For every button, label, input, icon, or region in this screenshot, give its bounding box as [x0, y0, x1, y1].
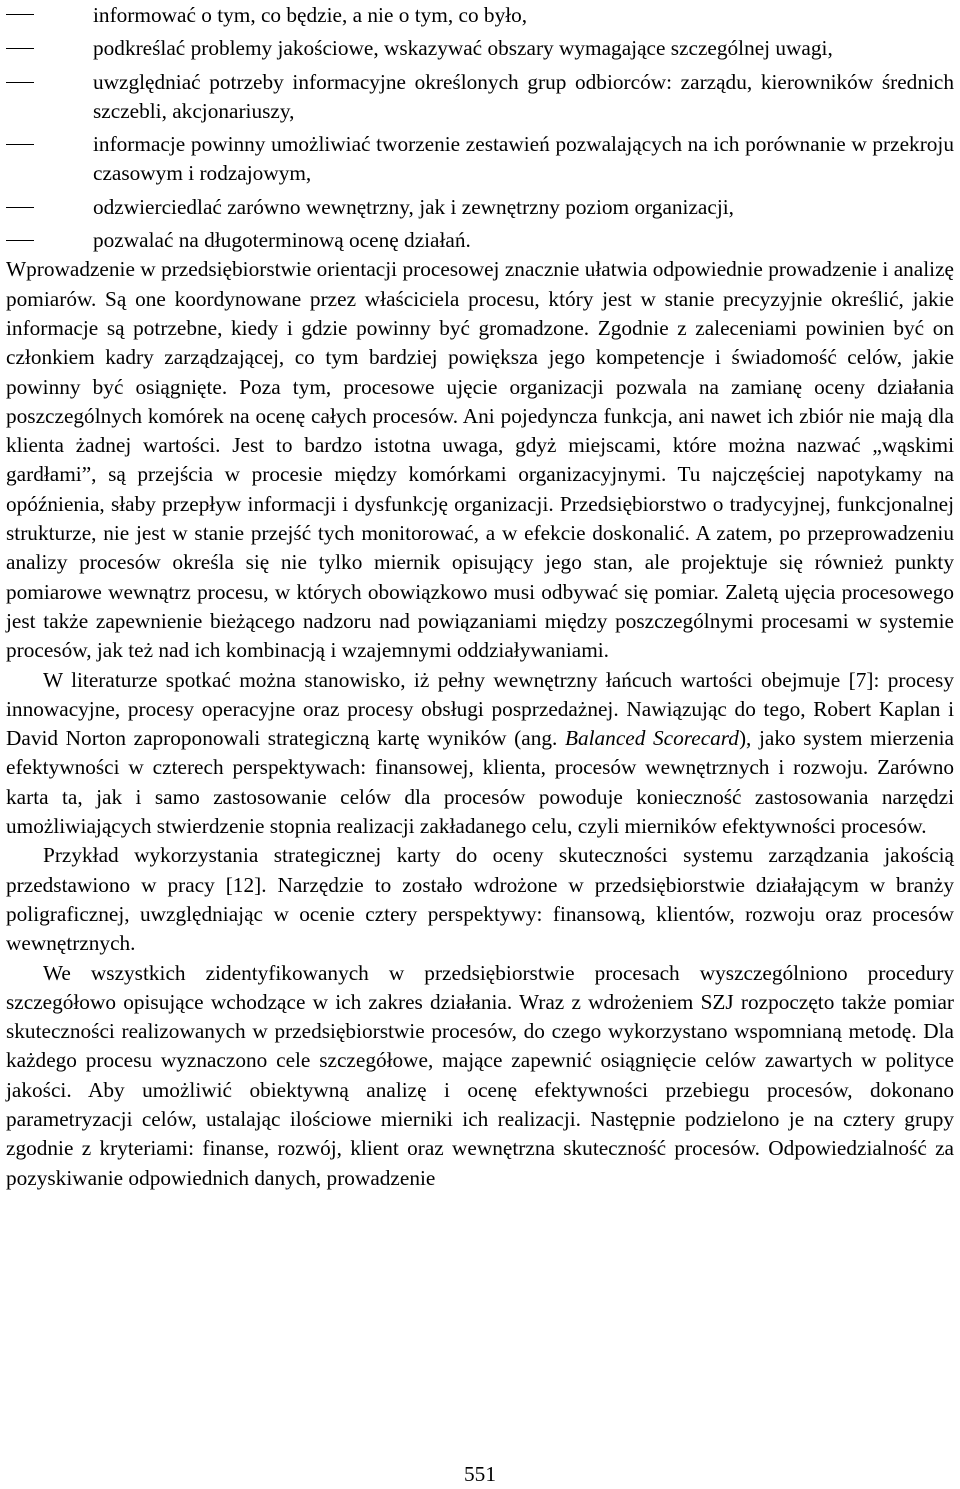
dash-bullet-icon — [6, 240, 34, 241]
paragraph-orientacja-procesowa: Wprowadzenie w przedsiębiorstwie orientacji procesowej znacznie ułatwia odpowiednie prowadzenie i analizę pomiarów. Są one koordynowane przez właściciela procesu, który jest w stanie precyzyjnie określić, jakie informacje są potrzebne, kiedy i gdzie powinny być gromadzone. Zgodnie z zaleceniami powinien być on członkiem kadry zarządzającej, co tym bardziej powiększa jego kompetencje i świadomość celów, jakie powinny być osiągnięte. Poza tym, procesowe ujęcie organizacji pozwala na zamianę oceny działania poszczególnych komórek na ocenę całych procesów. Ani pojedyncza funkcja, ani nawet ich zbiór nie mają dla klienta żadnej wartości. Jest to bardzo istotna uwaga, gdyż miejscami, które można nazwać „wąskimi gardłami”, są przejścia w procesie między komórkami organizacyjnymi. Tu najczęściej napotykamy na opóźnienia, słaby przepływ informacji i dysfunkcję organizacji. Przedsiębiorstwo o tradycyjnej, funkcjonalnej strukturze, nie jest w stanie przejść tych monitorować, a w efekcie doskonalić. A zatem, po przeprowadzeniu analizy procesów określa się nie tylko miernik opisujący jego stan, ale projektuje się również punkty pomiarowe wewnątrz procesu, w których obowiązkowo musi odbywać się pomiar. Zaletą ujęcia procesowego jest także zapewnienie bieżącego nadzoru nad powiązaniami między poszczególnymi procesami w systemie procesów, jak też nad ich kombinacją i wzajemnymi oddziaływaniami. — [6, 257, 954, 663]
bullet-item — [6, 226, 954, 255]
italic-term: Balanced Scorecard — [564, 726, 739, 751]
dash-bullet-icon — [6, 82, 34, 83]
document-page — [6, 0, 954, 1193]
bullet-item — [6, 34, 954, 63]
bullet-text: odzwierciedlać zarówno wewnętrzny, jak i zewnętrzny poziom organizacji, — [93, 194, 734, 219]
dash-bullet-icon — [6, 14, 34, 15]
dash-bullet-icon — [6, 48, 34, 49]
bullet-item — [6, 0, 954, 30]
bullet-item — [6, 68, 954, 127]
paragraph-procesy: We wszystkich zidentyfikowanych w przedsiębiorstwie procesach wyszczególniono procedury szczegółowo opisujące wchodzące w ich zakres działania. Wraz z wdrożeniem SZJ rozpoczęto także pomiar skuteczności realizowanych w przedsiębiorstwie procesów, do czego wykorzystano wspomnianą metodę. Dla każdego procesu wyznaczono cele szczegółowe, mające zapewnić osiągnięcie celów zawartych w polityce jakości. Aby umożliwić obiektywną analizę i ocenę efektywności przebiegu procesów, dokonano parametryzacji celów, ustalając ilościowe mierniki ich realizacji. Następnie podzielono je na cztery grupy zgodnie z kryteriami: finanse, rozwój, klient oraz wewnętrzna skuteczność procesów. Odpowiedzialność za pozyskiwanie odpowiednich danych, prowadzenie — [6, 960, 954, 1190]
paragraph-text: ), jako system mierzenia efektywności w czterech perspektywach: finansowej, klienta, procesów wewnętrznych i rozwoju. Zarówno karta ta, jak i samo zastosowanie celów dla procesów powoduje konieczność zastosowania narzędzi umożliwiających stwierdzenie stopnia realizacji zakładanego celu, czyli mierników efektywności procesów. — [6, 726, 954, 839]
paragraph-text: W literaturze spotkać można stanowisko, iż pełny wewnętrzny łańcuch wartości obejmuje [7]: procesy innowacyjne, procesy operacyjne oraz procesy obsługi posprzedażnej. Nawiązując do tego, Robert Kaplan i David Norton zaproponowali strategiczną kartę wyników (ang. — [6, 667, 954, 751]
bullet-text: uwzględniać potrzeby informacyjne określonych grup odbiorców: zarządu, kierowników średnich szczebli, akcjonariuszy, — [93, 69, 954, 123]
bullet-text: informacje powinny umożliwiać tworzenie zestawień pozwalających na ich porównanie w przekroju czasowym i rodzajowym, — [93, 132, 954, 186]
bullet-list — [6, 0, 954, 255]
dash-bullet-icon — [6, 144, 34, 145]
paragraph-przyklad: Przykład wykorzystania strategicznej karty do oceny skuteczności systemu zarządzania jakością przedstawiono w pracy [12]. Narzędzie to zostało wdrożone w przedsiębiorstwie działającym w branży poligraficznej, uwzględniając w ocenie cztery perspektywy: finansową, klientów, rozwoju oraz procesów wewnętrznych. — [6, 843, 954, 956]
bullet-text: pozwalać na długoterminową ocenę działań. — [93, 228, 471, 253]
bullet-text: informować o tym, co będzie, a nie o tym, co było, — [93, 3, 528, 27]
bullet-text: podkreślać problemy jakościowe, wskazywać obszary wymagające szczególnej uwagi, — [93, 36, 833, 61]
bullet-item — [6, 130, 954, 189]
page-number: 551 — [464, 1462, 496, 1486]
dash-bullet-icon — [6, 207, 34, 208]
bullet-item — [6, 193, 954, 222]
paragraph-balanced-scorecard — [6, 666, 954, 842]
